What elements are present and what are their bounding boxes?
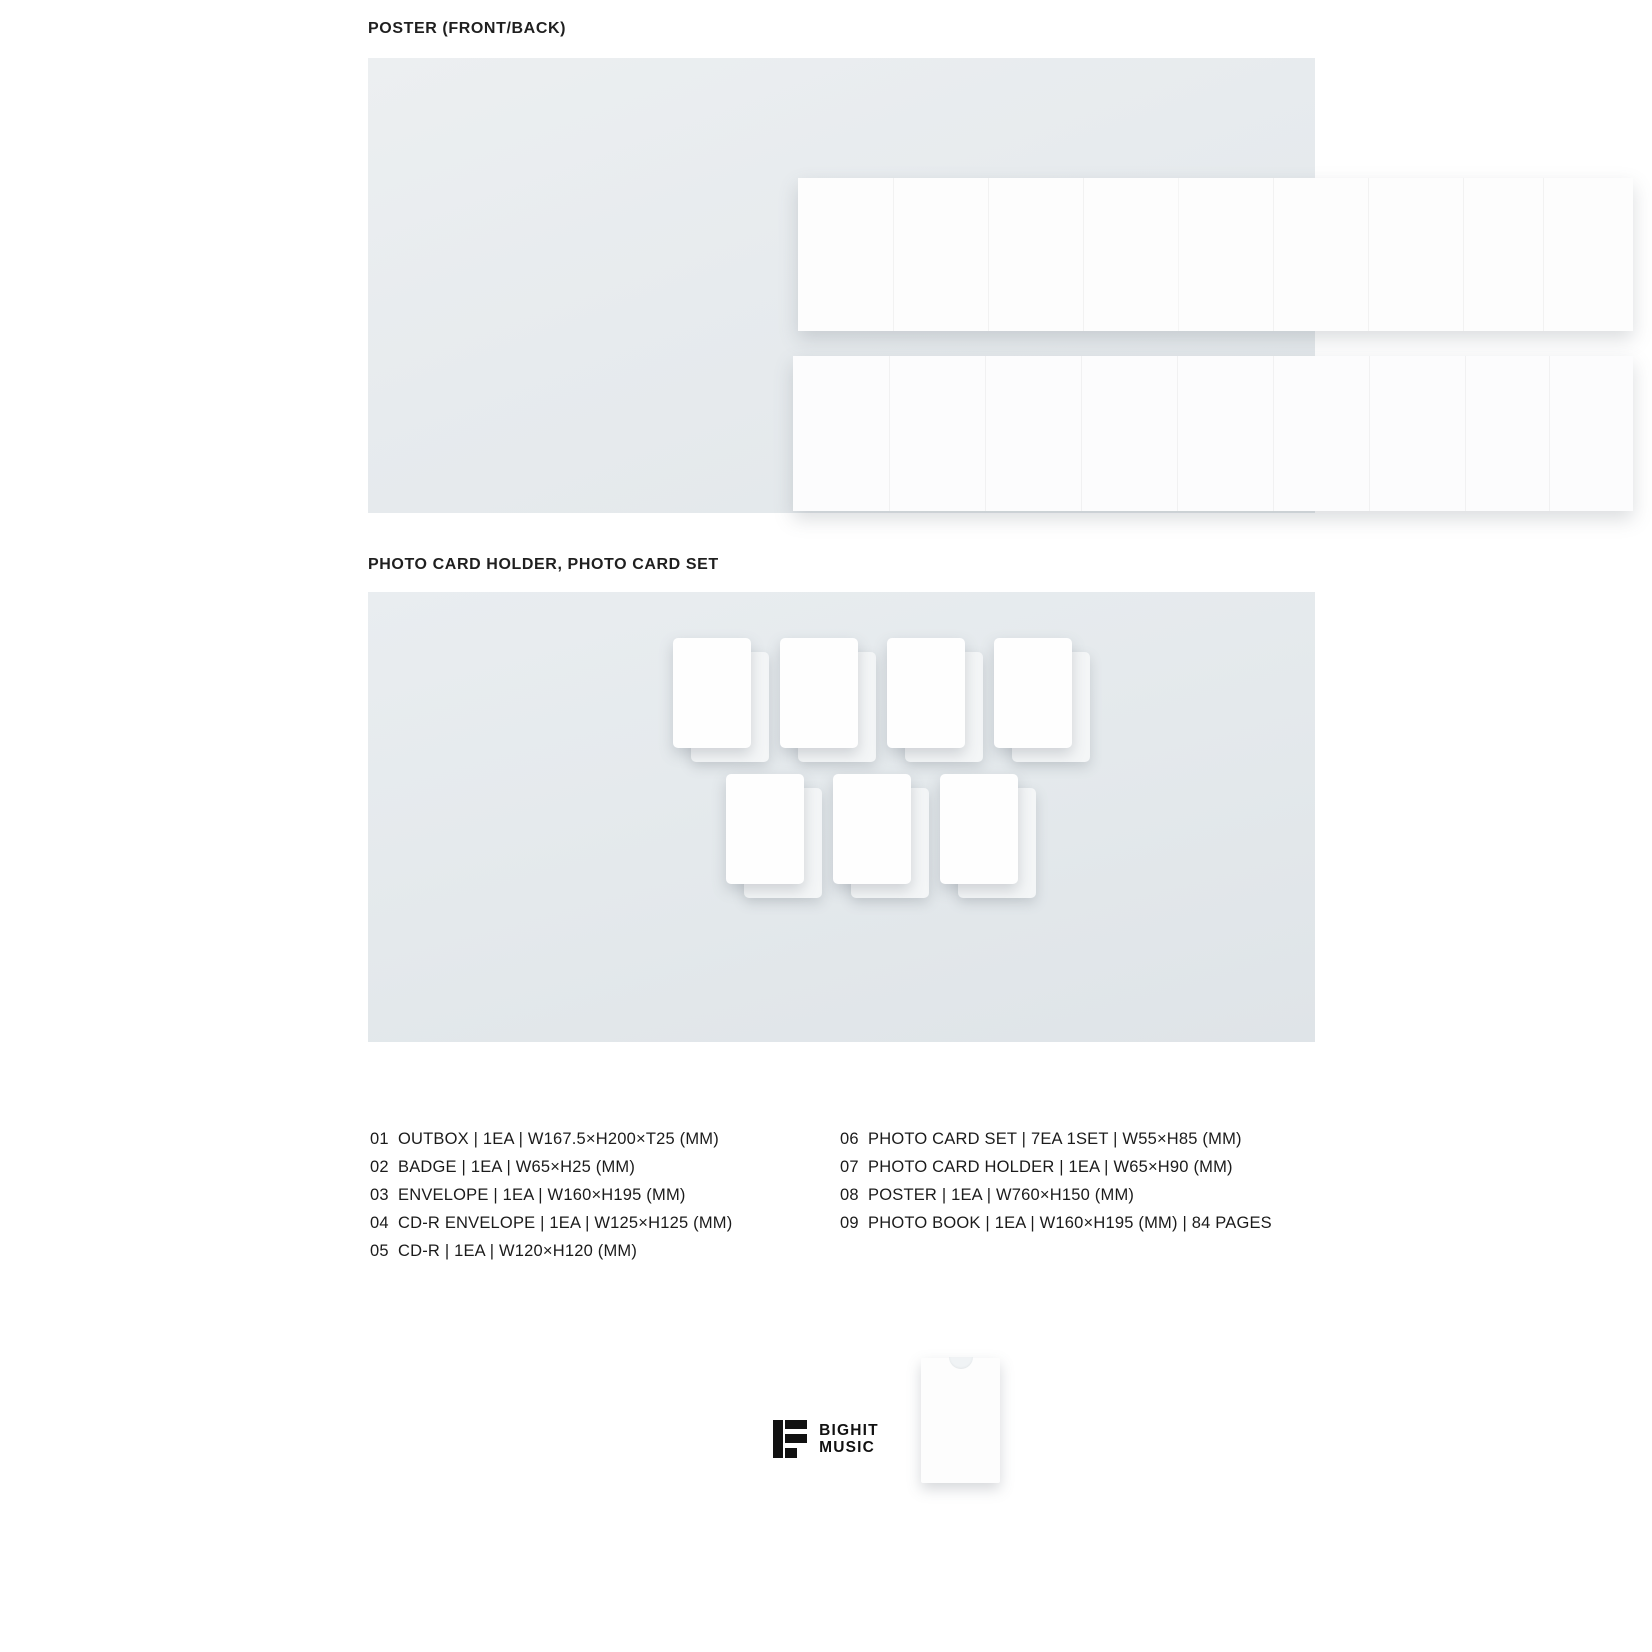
poster-front-image [798,178,1633,331]
spec-item [370,1181,732,1209]
holder-notch [949,1357,973,1369]
spec-item [840,1153,1272,1181]
spec-number: 08 [840,1186,859,1204]
bighit-logo-icon [773,1420,807,1458]
brand-line-1: BIGHIT [819,1422,879,1439]
spec-item [840,1181,1272,1209]
photo-card-item [994,638,1090,762]
footer-logo [0,1420,1652,1458]
spec-number: 09 [840,1214,859,1232]
spec-text: PHOTO CARD HOLDER | 1EA | W65×H90 (MM) [868,1158,1233,1176]
photo-card-section-label: PHOTO CARD HOLDER, PHOTO CARD SET [368,556,719,573]
poster-section-label: POSTER (FRONT/BACK) [368,20,567,37]
spec-text: BADGE | 1EA | W65×H25 (MM) [398,1158,636,1176]
poster-back-image [793,356,1633,511]
spec-text: POSTER | 1EA | W760×H150 (MM) [868,1186,1135,1204]
spec-list-right [840,1125,1272,1237]
photo-card-item [780,638,876,762]
photo-card-item [833,774,929,898]
spec-number: 04 [370,1214,389,1232]
spec-item [370,1125,732,1153]
spec-item [840,1209,1272,1237]
photo-card-item [887,638,983,762]
brand-wordmark [819,1422,879,1456]
spec-text: CD-R | 1EA | W120×H120 (MM) [398,1242,638,1260]
photo-card-item [673,638,769,762]
spec-number: 05 [370,1242,389,1260]
spec-text: OUTBOX | 1EA | W167.5×H200×T25 (MM) [398,1130,719,1148]
spec-text: PHOTO CARD SET | 7EA 1SET | W55×H85 (MM) [868,1130,1242,1148]
spec-list-left [370,1125,732,1265]
spec-item [370,1153,732,1181]
spec-number: 06 [840,1130,859,1148]
spec-item [370,1237,732,1265]
spec-text: CD-R ENVELOPE | 1EA | W125×H125 (MM) [398,1214,733,1232]
photo-card-item [940,774,1036,898]
spec-item [840,1125,1272,1153]
spec-item [370,1209,732,1237]
poster-image-panel [368,58,1315,513]
spec-number: 07 [840,1158,859,1176]
spec-text: PHOTO BOOK | 1EA | W160×H195 (MM) | 84 PAGES [868,1214,1272,1232]
spec-number: 02 [370,1158,389,1176]
photo-card-image-panel [368,592,1315,1042]
spec-text: ENVELOPE | 1EA | W160×H195 (MM) [398,1186,686,1204]
photo-card-item [726,774,822,898]
spec-number: 03 [370,1186,389,1204]
spec-number: 01 [370,1130,389,1148]
brand-line-2: MUSIC [819,1439,876,1456]
